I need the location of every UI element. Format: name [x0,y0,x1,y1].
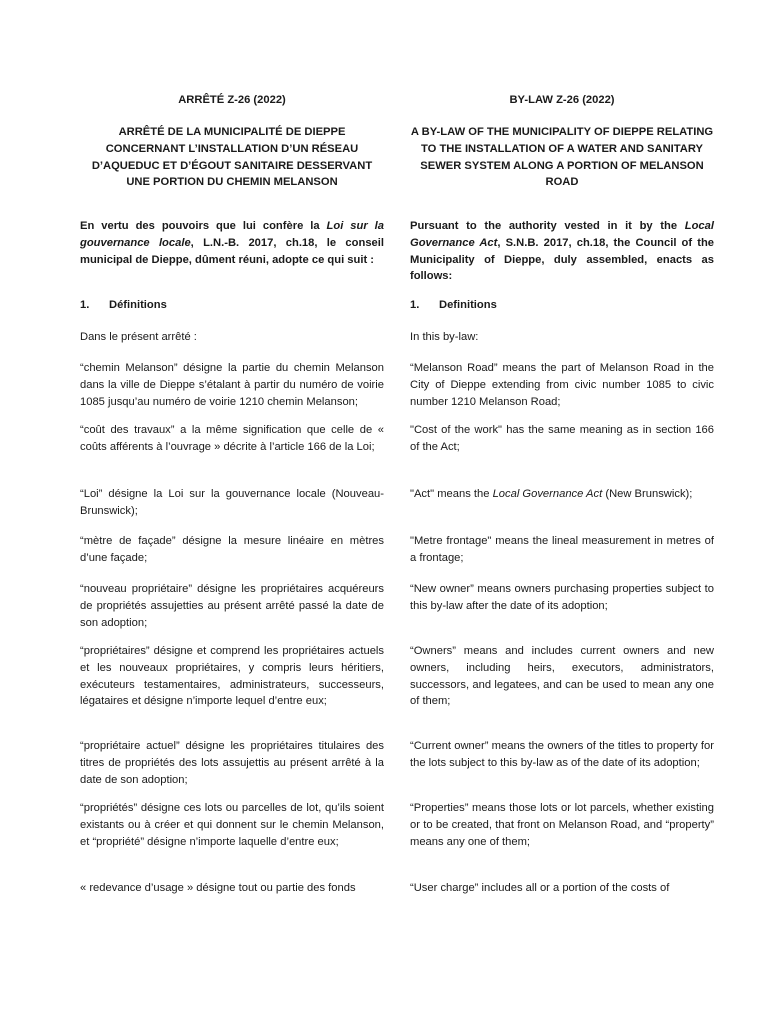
fr-preamble-law: Loi sur la gouvernance locale [80,220,384,249]
fr-section-heading [80,297,384,314]
en-section-title: Definitions [439,299,497,311]
en-def-act-p1: "Act" means the [410,488,493,500]
fr-preamble-p2: , L.N.-B. 2017, ch.18, le conseil municipal de Dieppe, dûment réuni, adopte ce qui suit : [80,236,384,266]
en-def-act-p2: (New Brunswick); [602,488,693,500]
en-def-act [410,486,714,503]
fr-def-current-owner: “propriétaire actuel” désigne les propriétaires titulaires des titres de propriétés des lots assujettis au présent arrêté à la date de son adoption; [80,740,384,786]
fr-def-act: “Loi” désigne la Loi sur la gouvernance locale (Nouveau-Brunswick); [80,488,384,517]
en-title: BY-LAW Z-26 (2022) [509,94,615,106]
fr-title: ARRÊTÉ Z-26 (2022) [178,94,286,106]
en-def-melanson-road: “Melanson Road” means the part of Melanson Road in the City of Dieppe extending from civic number 1085 to civic number 1210 Melanson Road; [410,362,714,408]
en-def-properties: “Properties” means those lots or lot parcels, whether existing or to be created, that front on Melanson Road, and “property” means any one of them; [410,802,714,848]
en-preamble [410,218,714,285]
fr-def-user-charge: « redevance d’usage » désigne tout ou partie des fonds [80,882,356,894]
fr-preamble-p1: En vertu des pouvoirs que lui confère la [80,220,327,232]
fr-preamble [80,218,384,268]
en-def-cost-of-work: "Cost of the work" has the same meaning as in section 166 of the Act; [410,424,714,453]
en-def-act-law: Local Governance Act [492,488,603,500]
en-def-new-owner: “New owner” means owners purchasing properties subject to this by-law after the date of its adoption; [410,583,714,612]
en-section-number: 1. [410,299,420,311]
fr-def-new-owner: “nouveau propriétaire” désigne les propriétaires acquéreurs de propriétés assujetties au présent arrêté passé la date de son adoption; [80,583,384,629]
fr-section-number: 1. [80,299,90,311]
fr-def-cost-of-work: “coût des travaux” a la même signification que celle de « coûts afférents à l’ouvrage » décrite à l’article 166 de la Loi; [80,424,384,453]
en-subtitle: A BY-LAW OF THE MUNICIPALITY OF DIEPPE RELATING TO THE INSTALLATION OF A WATER AND SANITARY SEWER SYSTEM ALONG A PORTION OF MELANSON ROAD [410,126,714,189]
fr-def-melanson-road: “chemin Melanson” désigne la partie du chemin Melanson dans la ville de Dieppe s’étalant à partir du numéro de voirie 1085 jusqu’au numéro de voirie 1210 chemin Melanson; [80,362,384,408]
en-def-owners: “Owners” means and includes current owners and new owners, including heirs, executors, administrators, successors, and legatees, and can be used to mean any one of them; [410,645,714,708]
en-intro: In this by-law: [410,331,479,343]
en-def-current-owner: “Current owner” means the owners of the titles to property for the lots subject to this by-law as of the date of its adoption; [410,740,714,769]
fr-def-properties: “propriétés” désigne ces lots ou parcelles de lot, qu’ils soient existants ou à créer et qui donnent sur le chemin Melanson, et “propriété” désigne n’importe laquelle d’entre eux; [80,802,384,848]
en-preamble-p2: , S.N.B. 2017, ch.18, the Council of the Municipality of Dieppe, duly assembled, enacts as follows: [410,236,715,283]
en-preamble-p1: Pursuant to the authority vested in it by the [410,220,685,232]
fr-section-title: Définitions [109,299,167,311]
fr-subtitle: ARRÊTÉ DE LA MUNICIPALITÉ DE DIEPPE CONCERNANT L’INSTALLATION D’UN RÉSEAU D’AQUEDUC ET D’ÉGOUT SANITAIRE DESSERVANT UNE PORTION DU CHEMIN MELANSON [91,126,373,189]
en-def-user-charge: “User charge” includes all or a portion of the costs of [410,882,670,894]
fr-def-metre-frontage: “mètre de façade” désigne la mesure linéaire en mètres d’une façade; [80,535,384,564]
fr-def-owners: “propriétaires” désigne et comprend les propriétaires actuels et les nouveaux propriétaires, y compris leurs héritiers, exécuteurs testamentaires, administrateurs, successeurs, légataires et désigne n’importe lequel d’entre eux; [80,645,384,708]
en-section-heading [410,297,714,314]
fr-intro: Dans le présent arrêté : [80,331,197,343]
en-def-metre-frontage: "Metre frontage" means the lineal measurement in metres of a frontage; [410,535,714,564]
en-preamble-law: Local Governance Act [410,220,714,249]
